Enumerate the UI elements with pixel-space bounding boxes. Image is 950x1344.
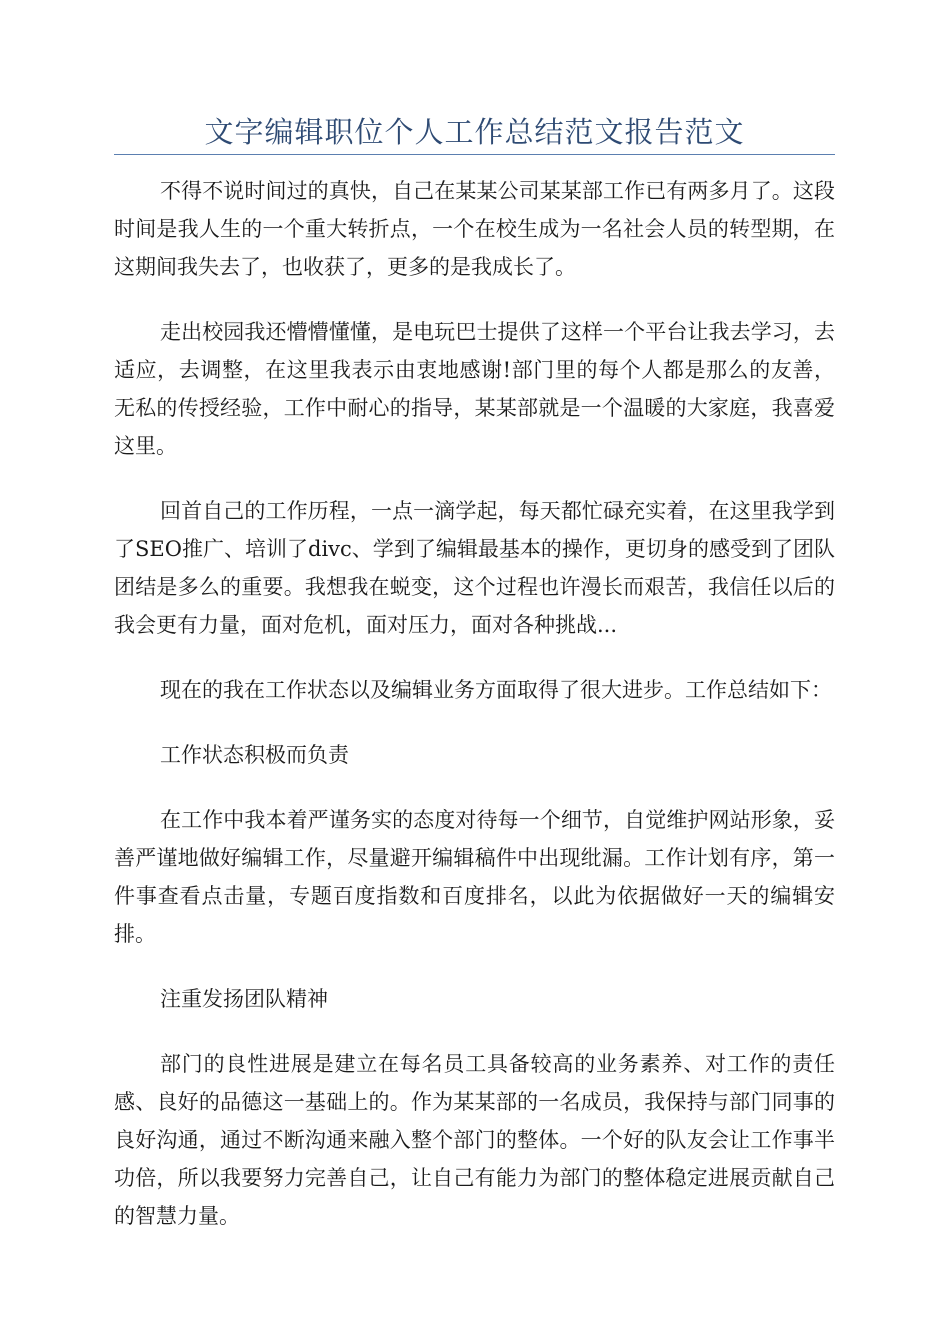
paragraph-intro: 不得不说时间过的真快，自己在某某公司某某部工作已有两多月了。这段时间是我人生的一个重大转折点，一个在校生成为一名社会人员的转型期，在这期间我失去了，也收获了，更多的是我成长了。 xyxy=(114,179,835,279)
section-heading-team-spirit: 注重发扬团队精神 xyxy=(160,987,328,1011)
paragraph-team-spirit: 部门的良性进展是建立在每名员工具备较高的业务素养、对工作的责任感、良好的品德这一基础上的。作为某某部的一名成员，我保持与部门同事的良好沟通，通过不断沟通来融入整个部门的整体。一个好的队友会让工作事半功倍，所以我要努力完善自己，让自己有能力为部门的整体稳定进展贡献自己的智慧力量。 xyxy=(114,1052,835,1228)
paragraph-review: 回首自己的工作历程，一点一滴学起，每天都忙碌充实着，在这里我学到了SEO推广、培训了divc、学到了编辑最基本的操作，更切身的感受到了团队团结是多么的重要。我想我在蜕变，这个过程也许漫长而艰苦，我信任以后的我会更有力量，面对危机，面对压力，面对各种挑战... xyxy=(114,499,835,637)
document-body xyxy=(114,172,835,1262)
section-heading-work-attitude: 工作状态积极而负责 xyxy=(160,743,349,767)
title-underline xyxy=(114,154,835,155)
paragraph-work-attitude: 在工作中我本着严谨务实的态度对待每一个细节，自觉维护网站形象，妥善严谨地做好编辑工作，尽量避开编辑稿件中出现纰漏。工作计划有序，第一件事查看点击量，专题百度指数和百度排名，以此为依据做好一天的编辑安排。 xyxy=(114,808,835,946)
document-title: 文字编辑职位个人工作总结范文报告范文 xyxy=(204,115,745,149)
paragraph-summary-intro: 现在的我在工作状态以及编辑业务方面取得了很大进步。工作总结如下： xyxy=(160,678,832,702)
paragraph-gratitude: 走出校园我还懵懵懂懂，是电玩巴士提供了这样一个平台让我去学习，去适应，去调整，在这里我表示由衷地感谢!部门里的每个人都是那么的友善，无私的传授经验，工作中耐心的指导，某某部就是一个温暖的大家庭，我喜爱这里。 xyxy=(114,320,835,458)
